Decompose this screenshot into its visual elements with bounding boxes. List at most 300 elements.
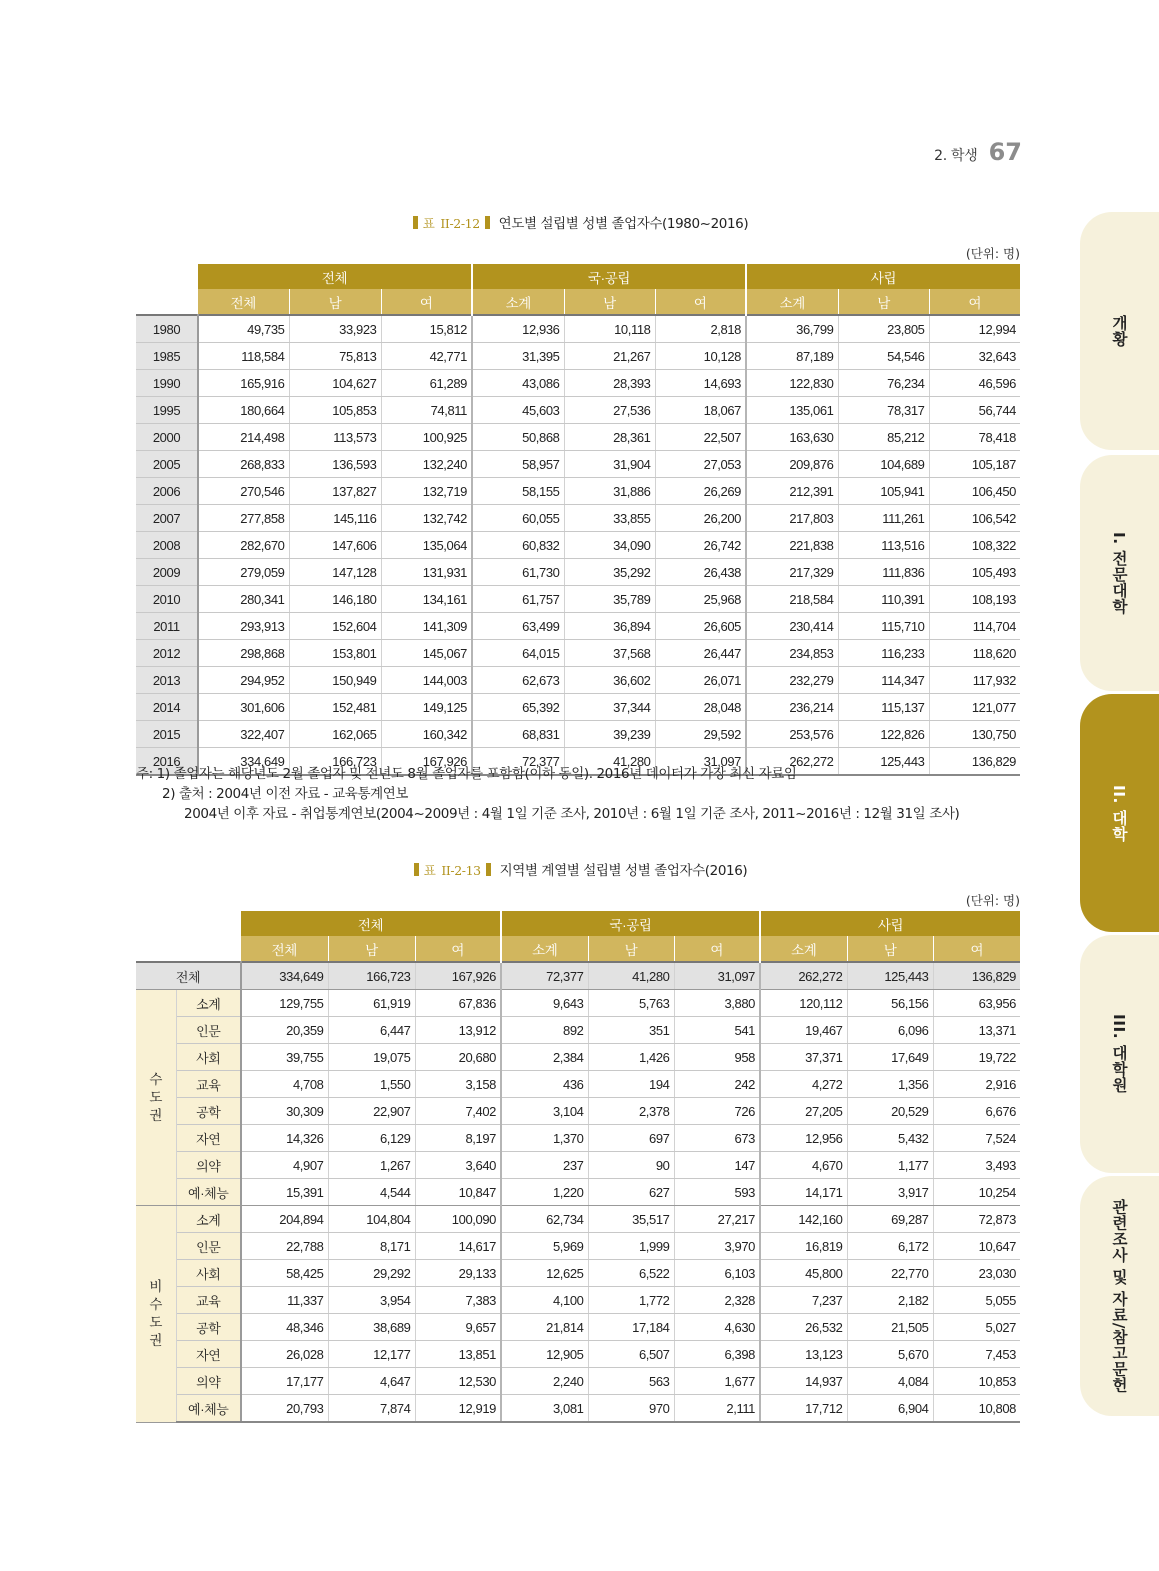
value-cell: 146,180 xyxy=(289,586,381,613)
value-cell: 277,858 xyxy=(198,505,289,532)
value-cell: 218,584 xyxy=(746,586,838,613)
value-cell: 118,620 xyxy=(929,640,1020,667)
value-cell: 32,643 xyxy=(929,343,1020,370)
section-title: 2. 학생 xyxy=(934,148,978,164)
value-cell: 5,432 xyxy=(847,1125,933,1152)
table-row xyxy=(136,1152,1020,1179)
year-cell: 2014 xyxy=(136,694,198,721)
table2-caption xyxy=(136,859,1020,879)
value-cell: 2,378 xyxy=(588,1098,674,1125)
value-cell: 230,414 xyxy=(746,613,838,640)
value-cell: 62,673 xyxy=(472,667,564,694)
value-cell: 4,708 xyxy=(241,1071,328,1098)
value-cell: 137,827 xyxy=(289,478,381,505)
value-cell: 217,803 xyxy=(746,505,838,532)
side-tab-label: 관련조사 및 자료/참고문헌 xyxy=(1110,1199,1128,1393)
value-cell: 69,287 xyxy=(847,1206,933,1233)
value-cell: 166,723 xyxy=(289,748,381,776)
value-cell: 29,292 xyxy=(328,1260,415,1287)
group-header-total: 전체 xyxy=(241,911,501,936)
value-cell: 108,322 xyxy=(929,532,1020,559)
value-cell: 11,337 xyxy=(241,1287,328,1314)
value-cell: 15,391 xyxy=(241,1179,328,1206)
field-cell: 인문 xyxy=(176,1017,241,1044)
year-cell: 2007 xyxy=(136,505,198,532)
value-cell: 726 xyxy=(674,1098,760,1125)
table-row xyxy=(136,1179,1020,1206)
value-cell: 163,630 xyxy=(746,424,838,451)
value-cell: 4,907 xyxy=(241,1152,328,1179)
value-cell: 131,931 xyxy=(381,559,472,586)
table-row xyxy=(136,478,1020,505)
value-cell: 46,596 xyxy=(929,370,1020,397)
table-row xyxy=(136,1098,1020,1125)
value-cell: 152,481 xyxy=(289,694,381,721)
subheader: 여 xyxy=(929,289,1020,315)
value-cell: 21,505 xyxy=(847,1314,933,1341)
value-cell: 43,086 xyxy=(472,370,564,397)
caption-label: 표 xyxy=(423,863,436,878)
value-cell: 280,341 xyxy=(198,586,289,613)
value-cell: 37,568 xyxy=(564,640,655,667)
subheader: 소계 xyxy=(746,289,838,315)
value-cell: 17,649 xyxy=(847,1044,933,1071)
caption-title: 연도별 설립별 성별 졸업자수(1980~2016) xyxy=(498,216,749,232)
value-cell: 78,317 xyxy=(838,397,929,424)
value-cell: 149,125 xyxy=(381,694,472,721)
value-cell: 167,926 xyxy=(415,962,501,990)
table2 xyxy=(136,911,1020,1423)
subheader: 소계 xyxy=(760,936,847,962)
field-cell: 사회 xyxy=(176,1044,241,1071)
value-cell: 5,763 xyxy=(588,990,674,1017)
value-cell: 63,956 xyxy=(933,990,1020,1017)
value-cell: 2,328 xyxy=(674,1287,760,1314)
value-cell: 20,793 xyxy=(241,1395,328,1423)
value-cell: 5,027 xyxy=(933,1314,1020,1341)
table1 xyxy=(136,264,1020,776)
value-cell: 58,425 xyxy=(241,1260,328,1287)
side-tab-junior-college[interactable] xyxy=(1080,455,1159,691)
value-cell: 39,239 xyxy=(564,721,655,748)
value-cell: 14,171 xyxy=(760,1179,847,1206)
value-cell: 234,853 xyxy=(746,640,838,667)
value-cell: 36,602 xyxy=(564,667,655,694)
field-cell: 소계 xyxy=(176,990,241,1017)
value-cell: 153,801 xyxy=(289,640,381,667)
value-cell: 31,097 xyxy=(655,748,746,776)
value-cell: 87,189 xyxy=(746,343,838,370)
header-corner xyxy=(136,264,198,289)
table-row xyxy=(136,315,1020,343)
year-cell: 1995 xyxy=(136,397,198,424)
table1-unit: (단위: 명) xyxy=(965,246,1020,261)
subheader: 소계 xyxy=(501,936,588,962)
value-cell: 17,184 xyxy=(588,1314,674,1341)
value-cell: 4,084 xyxy=(847,1368,933,1395)
value-cell: 26,447 xyxy=(655,640,746,667)
value-cell: 61,730 xyxy=(472,559,564,586)
value-cell: 108,193 xyxy=(929,586,1020,613)
value-cell: 125,443 xyxy=(838,748,929,776)
table-row xyxy=(136,694,1020,721)
value-cell: 147,128 xyxy=(289,559,381,586)
value-cell: 268,833 xyxy=(198,451,289,478)
value-cell: 3,970 xyxy=(674,1233,760,1260)
value-cell: 22,788 xyxy=(241,1233,328,1260)
value-cell: 194 xyxy=(588,1071,674,1098)
subheader: 전체 xyxy=(241,936,328,962)
value-cell: 1,550 xyxy=(328,1071,415,1098)
value-cell: 14,937 xyxy=(760,1368,847,1395)
value-cell: 36,799 xyxy=(746,315,838,343)
value-cell: 19,467 xyxy=(760,1017,847,1044)
value-cell: 85,212 xyxy=(838,424,929,451)
value-cell: 204,894 xyxy=(241,1206,328,1233)
field-cell: 교육 xyxy=(176,1071,241,1098)
value-cell: 19,722 xyxy=(933,1044,1020,1071)
value-cell: 6,129 xyxy=(328,1125,415,1152)
region-label: 수도권 xyxy=(149,1071,163,1123)
value-cell: 13,912 xyxy=(415,1017,501,1044)
value-cell: 6,103 xyxy=(674,1260,760,1287)
value-cell: 2,818 xyxy=(655,315,746,343)
value-cell: 4,670 xyxy=(760,1152,847,1179)
value-cell: 28,393 xyxy=(564,370,655,397)
value-cell: 135,064 xyxy=(381,532,472,559)
year-cell: 1985 xyxy=(136,343,198,370)
value-cell: 27,536 xyxy=(564,397,655,424)
table-row xyxy=(136,1395,1020,1423)
value-cell: 49,735 xyxy=(198,315,289,343)
side-tab-graduate-school[interactable] xyxy=(1080,935,1159,1173)
caption-bar-icon xyxy=(414,863,419,876)
value-cell: 35,292 xyxy=(564,559,655,586)
value-cell: 217,329 xyxy=(746,559,838,586)
value-cell: 72,377 xyxy=(472,748,564,776)
year-cell: 2009 xyxy=(136,559,198,586)
value-cell: 221,838 xyxy=(746,532,838,559)
value-cell: 10,808 xyxy=(933,1395,1020,1423)
table-row xyxy=(136,613,1020,640)
subheader: 여 xyxy=(655,289,746,315)
value-cell: 1,370 xyxy=(501,1125,588,1152)
field-cell: 자연 xyxy=(176,1341,241,1368)
value-cell: 100,090 xyxy=(415,1206,501,1233)
value-cell: 436 xyxy=(501,1071,588,1098)
value-cell: 958 xyxy=(674,1044,760,1071)
value-cell: 37,371 xyxy=(760,1044,847,1071)
subheader: 남 xyxy=(588,936,674,962)
region-cell xyxy=(136,990,176,1206)
value-cell: 334,649 xyxy=(241,962,328,990)
value-cell: 3,081 xyxy=(501,1395,588,1423)
value-cell: 167,926 xyxy=(381,748,472,776)
value-cell: 75,813 xyxy=(289,343,381,370)
value-cell: 298,868 xyxy=(198,640,289,667)
table1-body xyxy=(136,315,1020,775)
value-cell: 10,118 xyxy=(564,315,655,343)
table-row xyxy=(136,397,1020,424)
note-line: 2) 출처 : 2004년 이전 자료 - 교육통계연보 xyxy=(162,786,409,802)
value-cell: 17,712 xyxy=(760,1395,847,1423)
value-cell: 129,755 xyxy=(241,990,328,1017)
subheader: 남 xyxy=(847,936,933,962)
value-cell: 3,104 xyxy=(501,1098,588,1125)
value-cell: 105,187 xyxy=(929,451,1020,478)
value-cell: 120,112 xyxy=(760,990,847,1017)
caption-bar-icon xyxy=(485,216,490,229)
value-cell: 115,137 xyxy=(838,694,929,721)
value-cell: 5,670 xyxy=(847,1341,933,1368)
value-cell: 10,647 xyxy=(933,1233,1020,1260)
value-cell: 12,625 xyxy=(501,1260,588,1287)
value-cell: 8,171 xyxy=(328,1233,415,1260)
value-cell: 26,071 xyxy=(655,667,746,694)
value-cell: 26,200 xyxy=(655,505,746,532)
table-row xyxy=(136,586,1020,613)
value-cell: 18,067 xyxy=(655,397,746,424)
value-cell: 115,710 xyxy=(838,613,929,640)
value-cell: 48,346 xyxy=(241,1314,328,1341)
table2-body xyxy=(136,962,1020,1422)
value-cell: 4,544 xyxy=(328,1179,415,1206)
value-cell: 106,542 xyxy=(929,505,1020,532)
value-cell: 61,757 xyxy=(472,586,564,613)
value-cell: 114,347 xyxy=(838,667,929,694)
value-cell: 64,015 xyxy=(472,640,564,667)
value-cell: 78,418 xyxy=(929,424,1020,451)
value-cell: 31,904 xyxy=(564,451,655,478)
value-cell: 4,630 xyxy=(674,1314,760,1341)
value-cell: 26,532 xyxy=(760,1314,847,1341)
value-cell: 45,603 xyxy=(472,397,564,424)
value-cell: 147,606 xyxy=(289,532,381,559)
side-tab-overview[interactable] xyxy=(1080,212,1159,450)
year-cell: 1980 xyxy=(136,315,198,343)
field-cell: 공학 xyxy=(176,1098,241,1125)
caption-label: 표 xyxy=(422,216,435,231)
value-cell: 14,617 xyxy=(415,1233,501,1260)
value-cell: 145,067 xyxy=(381,640,472,667)
field-cell: 인문 xyxy=(176,1233,241,1260)
value-cell: 6,904 xyxy=(847,1395,933,1423)
value-cell: 3,880 xyxy=(674,990,760,1017)
value-cell: 26,028 xyxy=(241,1341,328,1368)
group-header-private: 사립 xyxy=(760,911,1020,936)
value-cell: 113,516 xyxy=(838,532,929,559)
value-cell: 45,800 xyxy=(760,1260,847,1287)
value-cell: 105,853 xyxy=(289,397,381,424)
value-cell: 12,177 xyxy=(328,1341,415,1368)
value-cell: 29,592 xyxy=(655,721,746,748)
value-cell: 180,664 xyxy=(198,397,289,424)
field-cell: 의약 xyxy=(176,1152,241,1179)
value-cell: 142,160 xyxy=(760,1206,847,1233)
subheader: 남 xyxy=(838,289,929,315)
value-cell: 122,826 xyxy=(838,721,929,748)
value-cell: 4,647 xyxy=(328,1368,415,1395)
value-cell: 10,853 xyxy=(933,1368,1020,1395)
value-cell: 62,734 xyxy=(501,1206,588,1233)
table1-caption xyxy=(136,212,1020,232)
value-cell: 3,640 xyxy=(415,1152,501,1179)
value-cell: 1,267 xyxy=(328,1152,415,1179)
value-cell: 9,657 xyxy=(415,1314,501,1341)
value-cell: 3,158 xyxy=(415,1071,501,1098)
value-cell: 29,133 xyxy=(415,1260,501,1287)
value-cell: 26,605 xyxy=(655,613,746,640)
value-cell: 593 xyxy=(674,1179,760,1206)
value-cell: 2,111 xyxy=(674,1395,760,1423)
caption-bar-icon xyxy=(486,863,491,876)
value-cell: 116,233 xyxy=(838,640,929,667)
value-cell: 166,723 xyxy=(328,962,415,990)
value-cell: 130,750 xyxy=(929,721,1020,748)
value-cell: 68,831 xyxy=(472,721,564,748)
value-cell: 6,398 xyxy=(674,1341,760,1368)
value-cell: 212,391 xyxy=(746,478,838,505)
value-cell: 22,907 xyxy=(328,1098,415,1125)
field-cell: 자연 xyxy=(176,1125,241,1152)
year-cell: 2010 xyxy=(136,586,198,613)
year-cell: 2016 xyxy=(136,748,198,776)
region-cell xyxy=(136,1206,176,1423)
note-line: 2004년 이후 자료 - 취업통계연보(2004~2009년 : 4월 1일 기준 조사, 2010년 : 6월 1일 기준 조사, 2011~2016년 : 12월 31일 조사) xyxy=(184,806,960,822)
value-cell: 262,272 xyxy=(760,962,847,990)
table-row xyxy=(136,1314,1020,1341)
table-row xyxy=(136,1368,1020,1395)
year-cell: 2015 xyxy=(136,721,198,748)
value-cell: 35,789 xyxy=(564,586,655,613)
value-cell: 41,280 xyxy=(564,748,655,776)
value-cell: 122,830 xyxy=(746,370,838,397)
value-cell: 67,836 xyxy=(415,990,501,1017)
value-cell: 12,994 xyxy=(929,315,1020,343)
table-row xyxy=(136,370,1020,397)
value-cell: 38,689 xyxy=(328,1314,415,1341)
value-cell: 100,925 xyxy=(381,424,472,451)
value-cell: 135,061 xyxy=(746,397,838,424)
value-cell: 541 xyxy=(674,1017,760,1044)
value-cell: 21,814 xyxy=(501,1314,588,1341)
table2-unit: (단위: 명) xyxy=(965,893,1020,908)
field-cell: 교육 xyxy=(176,1287,241,1314)
table-row xyxy=(136,451,1020,478)
subheader: 남 xyxy=(564,289,655,315)
value-cell: 270,546 xyxy=(198,478,289,505)
group-header-public: 국·공립 xyxy=(501,911,760,936)
field-cell: 소계 xyxy=(176,1206,241,1233)
total-label: 전체 xyxy=(136,962,241,990)
caption-bar-icon xyxy=(413,216,418,229)
value-cell: 25,968 xyxy=(655,586,746,613)
value-cell: 21,267 xyxy=(564,343,655,370)
value-cell: 58,957 xyxy=(472,451,564,478)
value-cell: 33,855 xyxy=(564,505,655,532)
table-row xyxy=(136,343,1020,370)
value-cell: 26,742 xyxy=(655,532,746,559)
value-cell: 6,522 xyxy=(588,1260,674,1287)
value-cell: 214,498 xyxy=(198,424,289,451)
value-cell: 110,391 xyxy=(838,586,929,613)
region-label: 비수도권 xyxy=(149,1278,163,1348)
value-cell: 104,804 xyxy=(328,1206,415,1233)
value-cell: 35,517 xyxy=(588,1206,674,1233)
value-cell: 76,234 xyxy=(838,370,929,397)
side-tab-label: I. 전문대학 xyxy=(1110,531,1128,615)
value-cell: 136,829 xyxy=(929,748,1020,776)
value-cell: 242 xyxy=(674,1071,760,1098)
value-cell: 4,100 xyxy=(501,1287,588,1314)
value-cell: 136,829 xyxy=(933,962,1020,990)
side-tab-references[interactable] xyxy=(1080,1176,1159,1416)
value-cell: 7,402 xyxy=(415,1098,501,1125)
table-row xyxy=(136,559,1020,586)
value-cell: 563 xyxy=(588,1368,674,1395)
value-cell: 27,053 xyxy=(655,451,746,478)
value-cell: 41,280 xyxy=(588,962,674,990)
value-cell: 132,240 xyxy=(381,451,472,478)
subheader: 여 xyxy=(933,936,1020,962)
value-cell: 1,220 xyxy=(501,1179,588,1206)
value-cell: 12,936 xyxy=(472,315,564,343)
year-cell: 2006 xyxy=(136,478,198,505)
value-cell: 697 xyxy=(588,1125,674,1152)
value-cell: 134,161 xyxy=(381,586,472,613)
value-cell: 6,676 xyxy=(933,1098,1020,1125)
value-cell: 37,344 xyxy=(564,694,655,721)
field-cell: 공학 xyxy=(176,1314,241,1341)
value-cell: 61,919 xyxy=(328,990,415,1017)
group-header-total: 전체 xyxy=(198,264,472,289)
value-cell: 1,426 xyxy=(588,1044,674,1071)
value-cell: 237 xyxy=(501,1152,588,1179)
value-cell: 114,704 xyxy=(929,613,1020,640)
value-cell: 7,383 xyxy=(415,1287,501,1314)
value-cell: 7,524 xyxy=(933,1125,1020,1152)
table-row xyxy=(136,424,1020,451)
value-cell: 162,065 xyxy=(289,721,381,748)
page-header xyxy=(900,138,1022,166)
table-row xyxy=(136,1206,1020,1233)
value-cell: 3,917 xyxy=(847,1179,933,1206)
value-cell: 12,530 xyxy=(415,1368,501,1395)
value-cell: 31,097 xyxy=(674,962,760,990)
value-cell: 54,546 xyxy=(838,343,929,370)
group-header-private: 사립 xyxy=(746,264,1020,289)
side-tab-label: III. 대학원 xyxy=(1110,1014,1128,1094)
value-cell: 121,077 xyxy=(929,694,1020,721)
value-cell: 14,326 xyxy=(241,1125,328,1152)
value-cell: 132,742 xyxy=(381,505,472,532)
field-cell: 의약 xyxy=(176,1368,241,1395)
table1-notes xyxy=(136,764,959,824)
side-tab-university[interactable] xyxy=(1080,694,1159,932)
value-cell: 60,055 xyxy=(472,505,564,532)
value-cell: 236,214 xyxy=(746,694,838,721)
value-cell: 1,356 xyxy=(847,1071,933,1098)
year-cell: 2000 xyxy=(136,424,198,451)
value-cell: 136,593 xyxy=(289,451,381,478)
value-cell: 152,604 xyxy=(289,613,381,640)
year-cell: 2008 xyxy=(136,532,198,559)
value-cell: 13,123 xyxy=(760,1341,847,1368)
value-cell: 111,261 xyxy=(838,505,929,532)
value-cell: 22,770 xyxy=(847,1260,933,1287)
year-cell: 1990 xyxy=(136,370,198,397)
value-cell: 74,811 xyxy=(381,397,472,424)
